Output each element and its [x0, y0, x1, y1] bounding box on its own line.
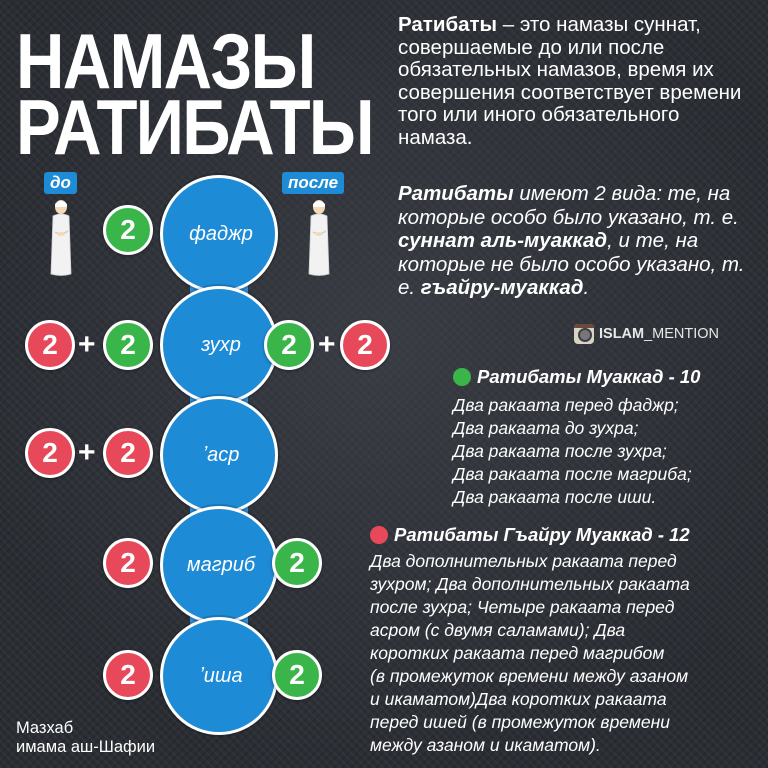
rakat-badge: 2 — [25, 320, 75, 370]
muakkad-heading — [453, 366, 700, 388]
muakkad-list — [453, 394, 692, 509]
title-line-2: РАТИБАТЫ — [16, 83, 373, 171]
text-line: между азаном и икаматом). — [370, 735, 601, 755]
types-text — [398, 182, 758, 300]
text-line: зухром; Два дополнительных ракаата — [370, 574, 690, 594]
prayer-asr — [160, 396, 278, 514]
person-standing-icon — [46, 198, 76, 278]
person-standing-icon — [304, 198, 334, 278]
text-line: асром (с двумя саламами); Два — [370, 620, 626, 640]
types-muakkad: суннат аль-муаккад — [398, 229, 608, 252]
madhhab-caption — [16, 719, 155, 757]
prayer-maghrib-label: магриб — [186, 553, 256, 576]
label-before: до — [44, 172, 77, 194]
types-part-3: . — [583, 276, 590, 299]
prayer-isha — [160, 617, 278, 735]
definition-text — [398, 14, 758, 149]
prayer-zuhr — [160, 286, 278, 404]
types-ghayr-muakkad: гъайру-муаккад — [420, 276, 584, 299]
text-line: и икаматом)Два коротких ракаата — [370, 689, 667, 709]
prayer-fajr — [160, 175, 278, 293]
rakat-badge: 2 — [272, 538, 322, 588]
rakat-badge: 2 — [340, 320, 390, 370]
madhhab-caption-line-2: имама аш-Шафии — [16, 738, 156, 756]
prayer-fajr-label: фаджр — [189, 222, 253, 245]
rakat-badge: 2 — [264, 320, 314, 370]
types-part-2: , и те, на которые не было особо указано, т. е. — [398, 229, 745, 299]
ghayr-text — [370, 550, 690, 757]
text-line: после зухра; Четыре ракаата перед — [370, 597, 675, 617]
rakat-badge: 2 — [103, 320, 153, 370]
plus-sign: + — [318, 328, 336, 361]
rakat-badge: 2 — [103, 650, 153, 700]
text-line: (в промежуток времени между азаном — [370, 666, 689, 686]
definition-body: – это намазы суннат, совершаемые до или после обязательных намазов, время их совершения соответствует времени того или иного обязательного намаза. — [398, 13, 742, 149]
instagram-handle — [574, 322, 719, 346]
rakat-badge: 2 — [103, 428, 153, 478]
muakkad-heading-text: Ратибаты Муаккад - 10 — [477, 366, 701, 387]
list-item: Два ракаата до зухра; — [453, 418, 639, 438]
rakat-badge: 2 — [25, 428, 75, 478]
prayer-zuhr-label: зухр — [201, 333, 241, 356]
list-item: Два ракаата после иши. — [453, 487, 657, 507]
madhhab-caption-line-1: Мазхаб — [16, 719, 74, 737]
types-term: Ратибаты — [398, 182, 514, 205]
handle-rest: _MENTION — [644, 326, 720, 342]
prayer-asr-label: ʼаср — [202, 443, 240, 466]
list-item: Два ракаата после магриба; — [453, 464, 692, 484]
plus-sign: + — [78, 328, 96, 361]
red-dot-icon — [370, 526, 388, 544]
rakat-badge: 2 — [272, 650, 322, 700]
label-after: после — [282, 172, 344, 194]
handle-bold: ISLAM — [599, 326, 645, 342]
plus-sign: + — [78, 436, 96, 469]
green-dot-icon — [453, 368, 471, 386]
text-line: перед ишей (в промежуток времени — [370, 712, 670, 732]
instagram-icon — [574, 324, 594, 344]
list-item: Два ракаата перед фаджр; — [453, 395, 679, 415]
rakat-badge: 2 — [103, 205, 153, 255]
prayer-maghrib — [160, 506, 278, 624]
list-item: Два ракаата после зухра; — [453, 441, 667, 461]
types-part-1: имеют 2 вида: те, на которые особо было указано, т. е. — [398, 182, 739, 229]
text-line: коротких ракаата перед магрибом — [370, 643, 665, 663]
definition-term: Ратибаты — [398, 13, 498, 36]
rakat-badge: 2 — [103, 538, 153, 588]
ghayr-heading-text: Ратибаты Гъайру Муаккад - 12 — [394, 524, 690, 545]
ghayr-heading — [370, 524, 690, 546]
prayer-isha-label: ʼиша — [199, 664, 243, 687]
handle-text — [599, 326, 719, 342]
title-line-1: НАМАЗЫ — [16, 17, 315, 105]
text-line: Два дополнительных ракаата перед — [370, 551, 677, 571]
